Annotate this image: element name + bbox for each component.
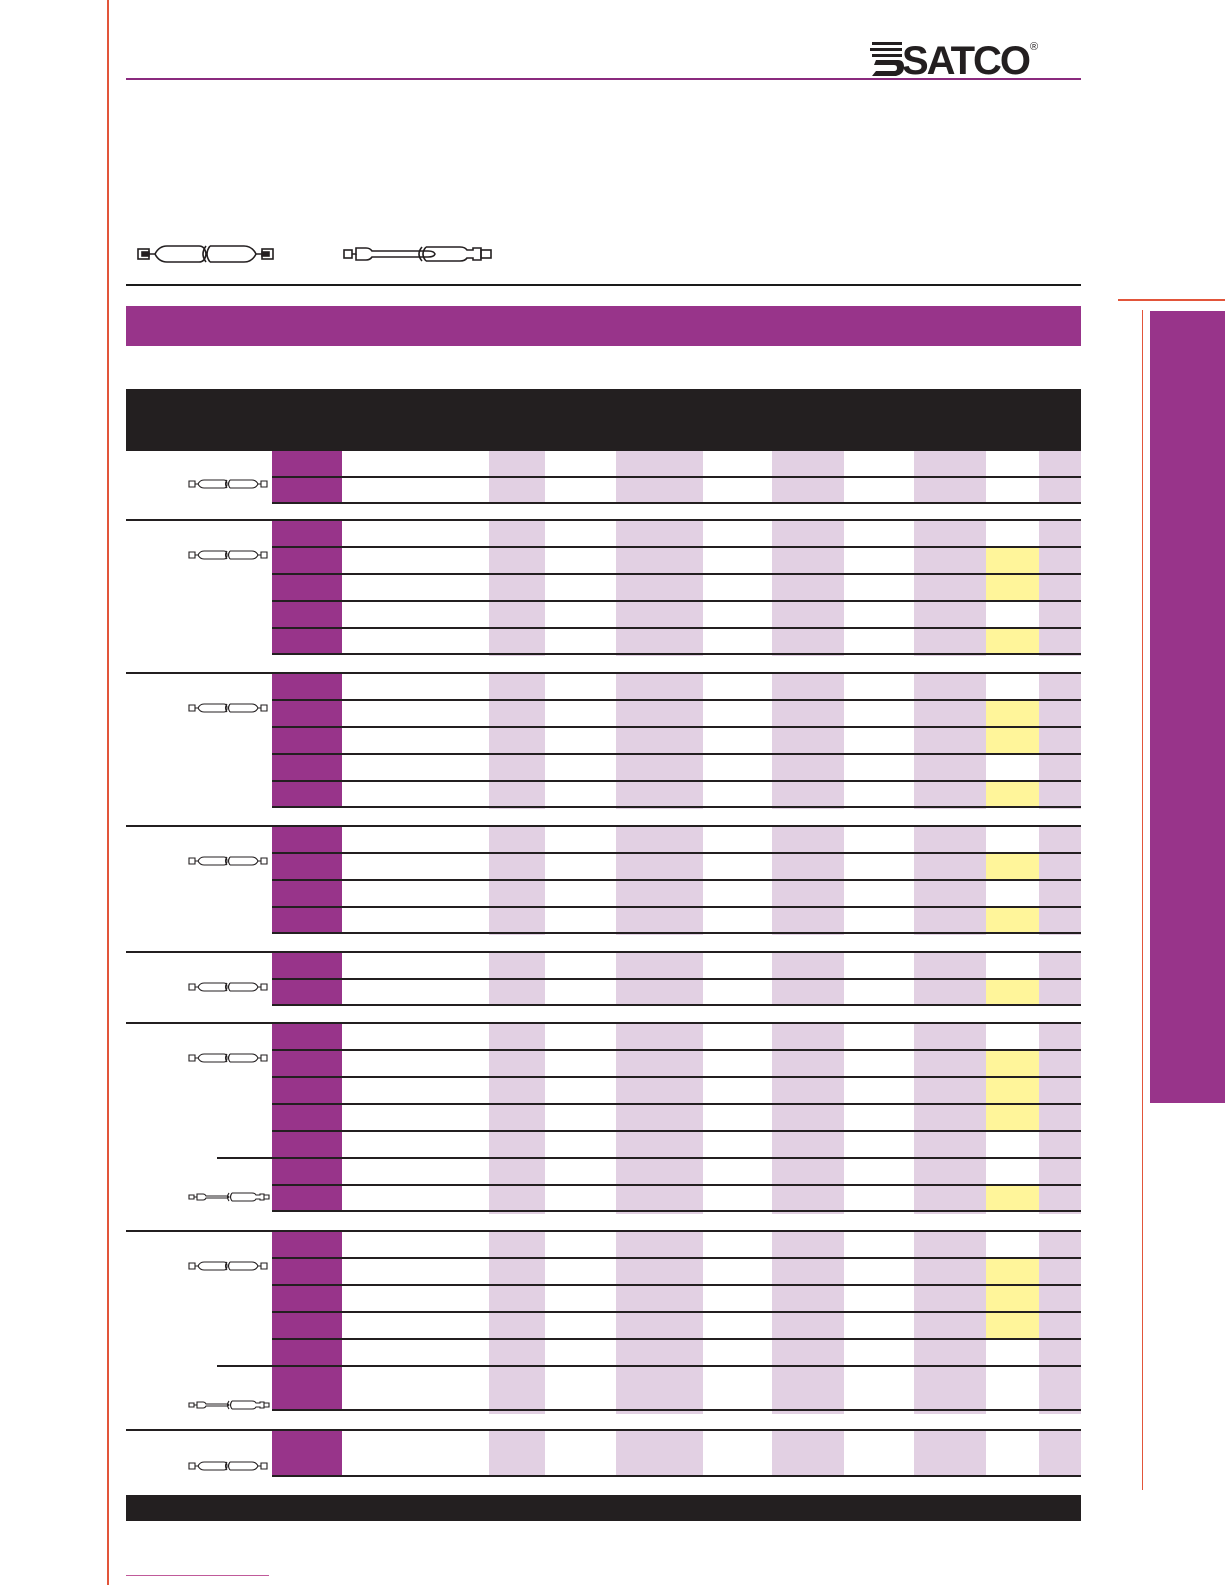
shaded-column-band: [772, 827, 844, 935]
product-code-cell: [272, 1367, 342, 1409]
shaded-column-band: [1039, 1431, 1081, 1477]
product-code-cell: [272, 1313, 342, 1338]
row-rule: [272, 502, 1081, 504]
product-code-cell: [272, 674, 342, 699]
highlighted-cell: [986, 701, 1039, 726]
highlighted-cell: [986, 1186, 1039, 1210]
highlighted-cell: [986, 854, 1039, 879]
row-rule: [272, 879, 1081, 881]
product-code-cell: [272, 1340, 342, 1365]
highlighted-cell: [986, 1259, 1039, 1284]
product-code-cell: [272, 521, 342, 546]
double-ended-extended-tip-lamp-icon: [344, 247, 491, 261]
row-rule: [272, 1257, 1081, 1259]
shaded-column-band: [1039, 521, 1081, 656]
product-code-cell: [272, 827, 342, 852]
shaded-column-band: [489, 1431, 545, 1477]
product-code-cell: [272, 782, 342, 806]
shaded-column-band: [914, 1232, 986, 1414]
double-ended-recessed-single-contact-lamp-icon: [138, 246, 273, 262]
product-code-cell: [272, 629, 342, 653]
row-rule: [272, 1365, 1081, 1367]
row-rule: [272, 653, 1081, 655]
highlighted-cell: [986, 908, 1039, 932]
row-rule: [272, 600, 1081, 602]
product-code-cell: [272, 953, 342, 978]
product-code-cell: [272, 881, 342, 906]
satco-logo: [870, 36, 1045, 80]
product-code-cell: [272, 1024, 342, 1049]
shaded-column-band: [489, 1232, 545, 1414]
row-rule: [272, 852, 1081, 854]
row-rule: [272, 726, 1081, 728]
base-type-illustrations: [130, 236, 510, 276]
product-code-cell: [272, 1186, 342, 1210]
highlighted-cell: [986, 548, 1039, 573]
section-top-rule: [126, 284, 1081, 286]
product-code-cell: [272, 575, 342, 600]
row-rule: [272, 1210, 1081, 1212]
sub-group-rule: [217, 1157, 272, 1159]
highlighted-cell: [986, 575, 1039, 600]
shaded-column-band: [914, 674, 986, 809]
right-margin-line: [1118, 299, 1225, 301]
shaded-column-band: [772, 674, 844, 809]
rsc-lamp-icon: [188, 1051, 272, 1065]
row-rule: [272, 1049, 1081, 1051]
row-rule: [272, 1130, 1081, 1132]
row-rule: [272, 1184, 1081, 1186]
shaded-column-band: [616, 674, 703, 809]
shaded-column-band: [772, 1232, 844, 1414]
rsc-lamp-icon: [188, 980, 272, 994]
highlighted-cell: [986, 728, 1039, 753]
product-code-cell: [272, 1051, 342, 1076]
product-code-cell: [272, 1132, 342, 1157]
rsc-lamp-icon: [188, 1259, 272, 1273]
row-rule: [272, 806, 1081, 808]
shaded-column-band: [1039, 827, 1081, 935]
product-code-cell: [272, 548, 342, 573]
registered-mark: ®: [1030, 41, 1039, 53]
row-rule: [272, 1076, 1081, 1078]
highlighted-cell: [986, 782, 1039, 806]
row-rule: [272, 906, 1081, 908]
row-rule: [272, 627, 1081, 629]
shaded-column-band: [616, 521, 703, 656]
product-code-cell: [272, 755, 342, 780]
rsc-lamp-icon: [188, 477, 272, 491]
row-rule: [272, 780, 1081, 782]
shaded-column-band: [772, 1431, 844, 1477]
shaded-column-band: [616, 1232, 703, 1414]
row-rule: [272, 476, 1081, 478]
product-code-cell: [272, 854, 342, 879]
rsc-lamp-icon: [188, 1459, 272, 1473]
extended-tip-lamp-icon: [188, 1190, 272, 1204]
rsc-lamp-icon: [188, 854, 272, 868]
table-header-bar: [126, 389, 1081, 450]
product-code-cell: [272, 980, 342, 1004]
product-code-cell: [272, 1232, 342, 1257]
sub-group-rule: [217, 1365, 272, 1367]
rsc-lamp-icon: [188, 701, 272, 715]
product-code-cell: [272, 1105, 342, 1130]
row-rule: [272, 546, 1081, 548]
shaded-column-band: [489, 521, 545, 656]
row-rule: [272, 573, 1081, 575]
row-rule: [272, 1475, 1081, 1477]
row-rule: [272, 932, 1081, 934]
left-margin-line: [107, 0, 109, 1585]
shaded-column-band: [1039, 674, 1081, 809]
row-rule: [272, 978, 1081, 980]
highlighted-cell: [986, 1313, 1039, 1338]
shaded-column-band: [616, 827, 703, 935]
product-code-cell: [272, 602, 342, 627]
shaded-column-band: [772, 521, 844, 656]
product-code-cell: [272, 1078, 342, 1103]
footer-link-rule: [126, 1575, 269, 1576]
row-rule: [272, 1004, 1081, 1006]
shaded-column-band: [489, 827, 545, 935]
row-rule: [272, 1409, 1081, 1411]
rsc-lamp-icon: [188, 548, 272, 562]
product-code-cell: [272, 1431, 342, 1475]
row-rule: [272, 1338, 1081, 1340]
section-side-tab: [1150, 311, 1225, 1103]
product-code-cell: [272, 1286, 342, 1311]
right-vertical-rule: [1142, 310, 1143, 1490]
shaded-column-band: [489, 674, 545, 809]
row-rule: [272, 753, 1081, 755]
section-banner: [126, 306, 1081, 346]
shaded-column-band: [616, 1431, 703, 1477]
row-rule: [272, 1157, 1081, 1159]
row-rule: [272, 1311, 1081, 1313]
product-code-cell: [272, 728, 342, 753]
highlighted-cell: [986, 1286, 1039, 1311]
shaded-column-band: [914, 521, 986, 656]
product-code-cell: [272, 701, 342, 726]
shaded-column-band: [914, 1431, 986, 1477]
highlighted-cell: [986, 980, 1039, 1004]
row-rule: [272, 1284, 1081, 1286]
product-code-cell: [272, 451, 342, 476]
row-rule: [272, 699, 1081, 701]
shaded-column-band: [914, 827, 986, 935]
highlighted-cell: [986, 1105, 1039, 1130]
highlighted-cell: [986, 629, 1039, 653]
highlighted-cell: [986, 1078, 1039, 1103]
product-code-cell: [272, 1259, 342, 1284]
row-rule: [272, 1103, 1081, 1105]
product-code-cell: [272, 908, 342, 932]
highlighted-cell: [986, 1051, 1039, 1076]
table-footer-bar: [126, 1495, 1081, 1521]
extended-tip-lamp-icon: [188, 1398, 272, 1412]
shaded-column-band: [1039, 1232, 1081, 1414]
product-code-cell: [272, 478, 342, 502]
product-code-cell: [272, 1159, 342, 1184]
brand-wordmark: SATCO: [902, 39, 1030, 80]
